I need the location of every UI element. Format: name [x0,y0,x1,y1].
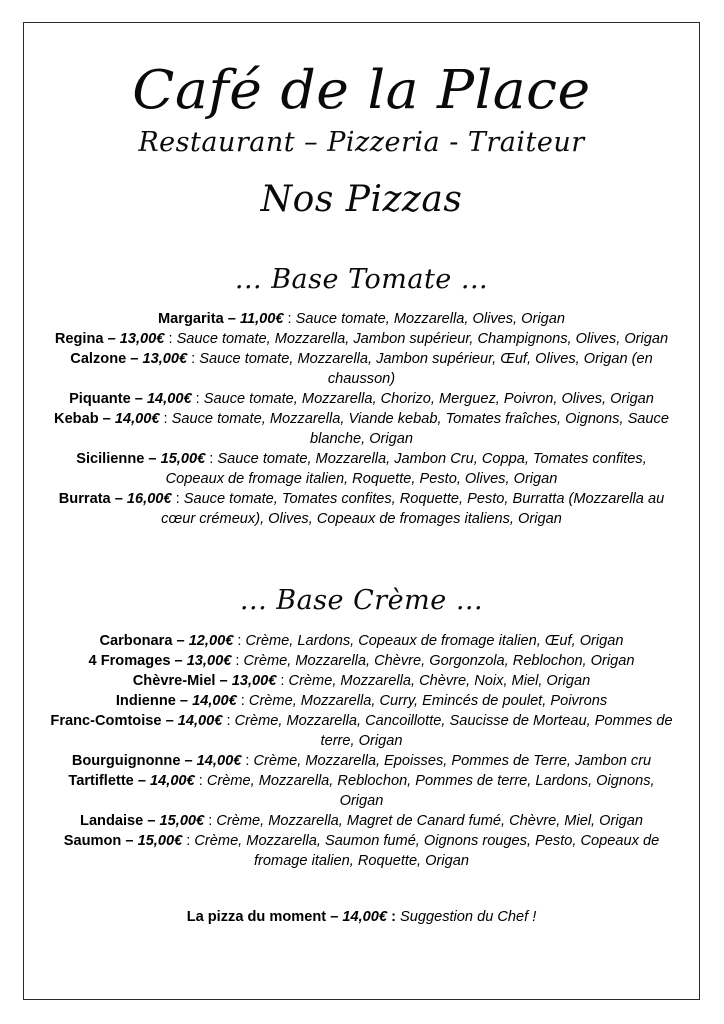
menu-item-description: Sauce tomate, Mozzarella, Chorizo, Merguez, Poivron, Olives, Origan [203,391,654,407]
menu-heading: Nos Pizzas [260,179,463,220]
menu-item-name: Calzone – [70,351,143,367]
menu-item-separator: : [194,773,207,789]
menu-item-separator: : [222,713,235,729]
menu-item-name: Tartiflette – [68,773,151,789]
menu-item-price: 13,00€ [186,653,232,669]
menu-item-separator: : [182,833,195,849]
menu-item-list-base-creme [39,631,684,871]
menu-item-price: 13,00€ [142,351,188,367]
menu-item [39,449,684,489]
menu-item-separator: : [283,311,296,327]
menu-item-price: 14,00€ [342,909,388,925]
menu-item [39,711,684,751]
menu-item-separator: : [171,491,184,507]
menu-item-name: Chèvre-Miel – [132,673,232,689]
menu-item-name: Sicilienne – [76,451,161,467]
menu-item-price: 13,00€ [119,331,165,347]
menu-item [39,671,684,691]
menu-item-price: 14,00€ [192,693,237,709]
menu-item-description: Sauce tomate, Mozzarella, Olives, Origan [295,311,565,327]
menu-item-separator: : [191,391,204,407]
menu-item-description: Crème, Mozzarella, Magret de Canard fumé, Chèvre, Miel, Origan [216,813,643,829]
restaurant-tagline: Restaurant – Pizzeria - Traiteur [138,127,585,158]
menu-item-name: Franc-Comtoise – [50,713,178,729]
menu-item-price: 14,00€ [114,411,160,427]
menu-item-list-base-tomate [39,309,684,529]
menu-item-price: 14,00€ [196,753,242,769]
menu-item-separator: : [236,693,249,709]
menu-item [39,409,684,449]
menu-item-description: Crème, Lardons, Copeaux de fromage italien, Œuf, Origan [245,633,624,649]
menu-item-name: 4 Fromages – [88,653,187,669]
menu-item [39,651,684,671]
pizza-of-the-moment-line [39,907,684,927]
menu-item [39,389,684,409]
menu-item-price: 11,00€ [239,311,284,327]
menu-item-price: 15,00€ [159,813,205,829]
menu-item-price: 14,00€ [146,391,192,407]
menu-item-description: Crème, Mozzarella, Epoisses, Pommes de Terre, Jambon cru [253,753,652,769]
menu-item [39,309,684,329]
menu-item-description: Sauce tomate, Mozzarella, Viande kebab, Tomates fraîches, Oignons, Sauce blanche, Origan [171,411,669,447]
menu-item-separator: : [231,653,244,669]
menu-item-separator: : [204,813,217,829]
menu-item-separator: : [159,411,172,427]
menu-item-description: Sauce tomate, Tomates confites, Roquette, Pesto, Burratta (Mozzarella au cœur crémeux), Olives, Copeaux de fromages italiens, Origan [161,491,665,527]
menu-item [39,691,684,711]
menu-item-name: Piquante – [69,391,147,407]
menu-item-name: Bourguignonne – [71,753,197,769]
menu-item-description: Crème, Mozzarella, Chèvre, Noix, Miel, Origan [288,673,591,689]
menu-item-description: Sauce tomate, Mozzarella, Jambon supérieur, Œuf, Olives, Origan (en chausson) [199,351,653,387]
menu-item [39,771,684,811]
menu-item-description: Crème, Mozzarella, Curry, Emincés de poulet, Poivrons [248,693,608,709]
pizza-of-the-moment [39,907,684,927]
menu-item-description: Crème, Mozzarella, Chèvre, Gorgonzola, Reblochon, Origan [243,653,635,669]
menu-item-price: 16,00€ [126,491,172,507]
menu-item-description: Suggestion du Chef ! [400,909,537,925]
menu-item-name: Kebab – [54,411,115,427]
menu-item-name: Indienne – [115,693,193,709]
menu-item-description: Sauce tomate, Mozzarella, Jambon supérieur, Champignons, Olives, Origan [176,331,669,347]
menu-item-name: Burrata – [58,491,127,507]
menu-item-separator: : [187,351,200,367]
menu-item-separator: : [276,673,289,689]
menu-item-name: La pizza du moment – [186,909,343,925]
menu-item [39,751,684,771]
menu-item-name: Regina – [54,331,120,347]
menu-item-name: Saumon – [63,833,138,849]
menu-content [23,22,700,1000]
menu-item [39,811,684,831]
menu-item-separator: : [205,451,218,467]
menu-item-description: Crème, Mozzarella, Cancoillotte, Saucisse de Morteau, Pommes de terre, Origan [234,713,673,749]
restaurant-name: Café de la Place [132,60,591,121]
menu-item-description: Sauce tomate, Mozzarella, Jambon Cru, Coppa, Tomates confites, Copeaux de fromage italien, Roquette, Pesto, Olives, Origan [165,451,647,487]
section-heading-base-tomate: ... Base Tomate ... [234,264,489,295]
menu-item-name: Carbonara – [99,633,189,649]
menu-item-price: 15,00€ [137,833,183,849]
menu-item [39,631,684,651]
menu-item-separator: : [387,909,400,925]
menu-item-separator: : [241,753,254,769]
menu-item-description: Crème, Mozzarella, Reblochon, Pommes de terre, Lardons, Oignons, Origan [206,773,655,809]
menu-item-separator: : [164,331,177,347]
section-heading-base-creme: ... Base Crème ... [239,585,484,616]
menu-item-price: 15,00€ [160,451,206,467]
menu-item-name: Landaise – [80,813,160,829]
menu-item [39,489,684,529]
menu-item-name: Margarita – [158,311,240,327]
menu-item [39,329,684,349]
menu-item-price: 13,00€ [231,673,277,689]
menu-item-price: 12,00€ [188,633,234,649]
menu-item-separator: : [233,633,246,649]
menu-item-price: 14,00€ [177,713,223,729]
menu-item-price: 14,00€ [150,773,195,789]
menu-item [39,349,684,389]
menu-item-description: Crème, Mozzarella, Saumon fumé, Oignons rouges, Pesto, Copeaux de fromage italien, Roquette, Origan [194,833,660,869]
menu-item [39,831,684,871]
